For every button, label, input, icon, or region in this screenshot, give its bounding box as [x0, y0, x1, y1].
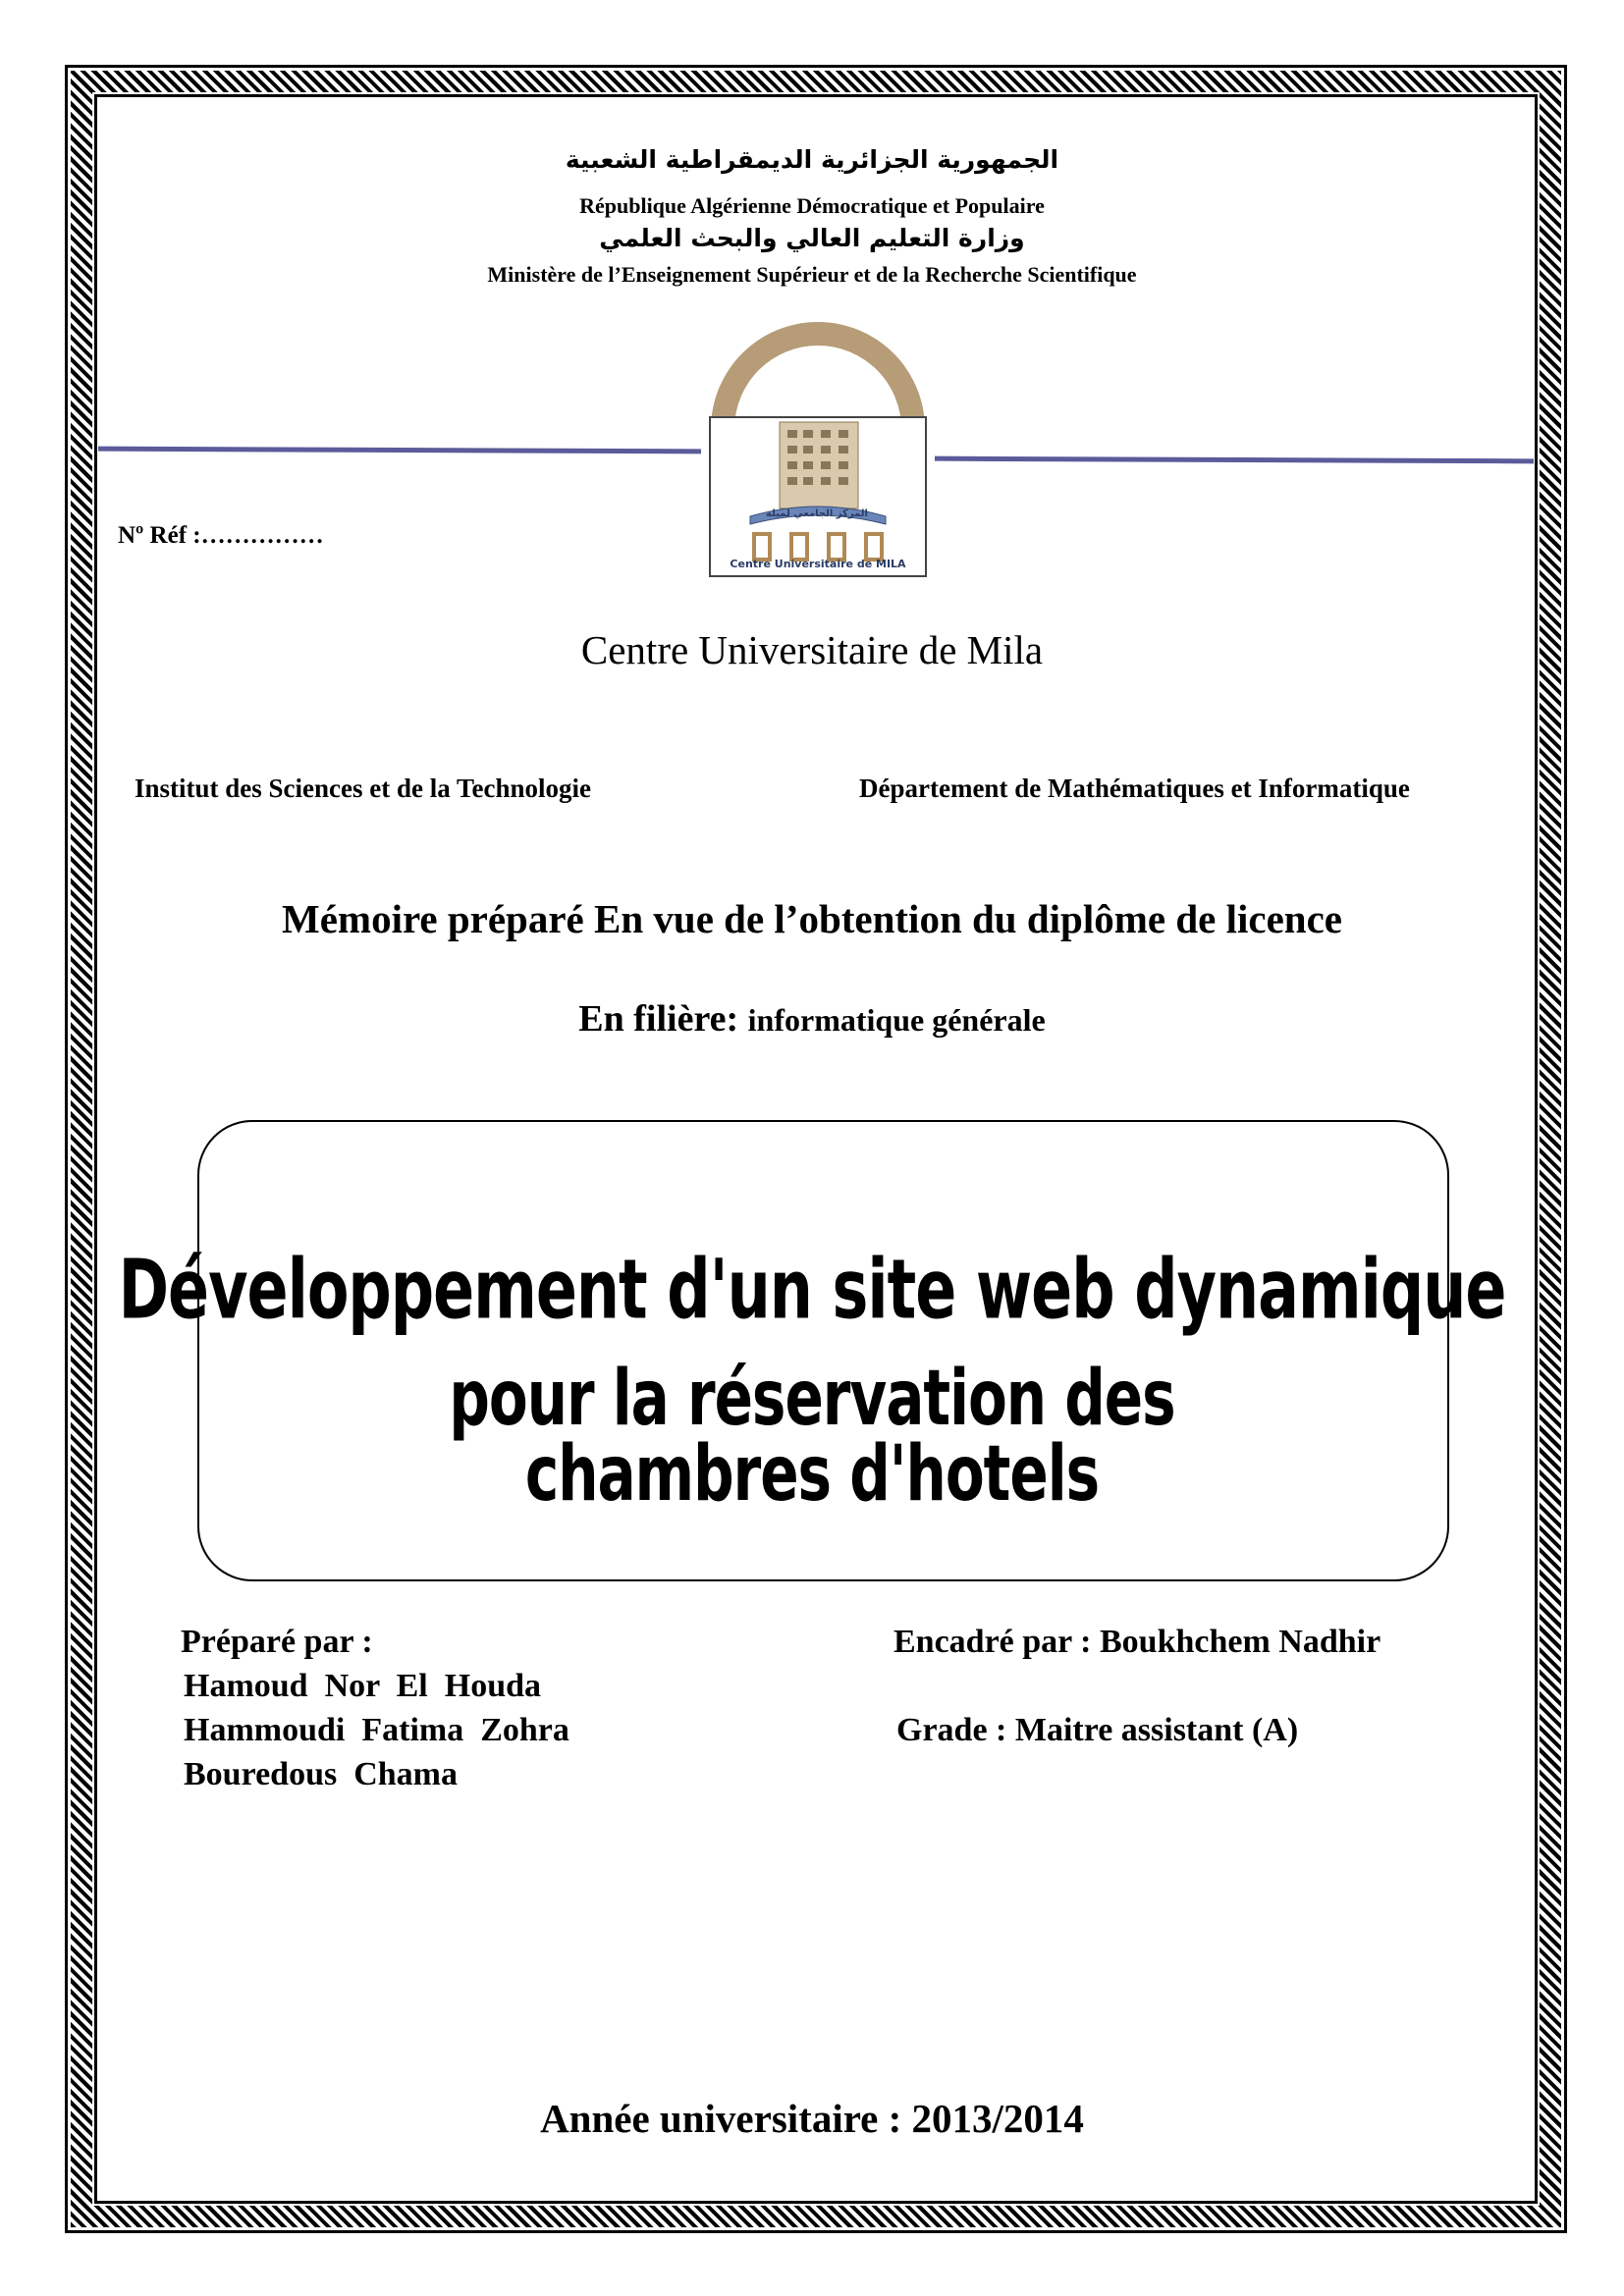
- reference-number: Nº Réf :……………: [118, 522, 324, 549]
- filiere-line: [0, 997, 1624, 1041]
- university-name: Centre Universitaire de Mila: [580, 627, 1044, 672]
- university-logo: [709, 416, 927, 577]
- supervisor-line: Encadré par : Boukhchem Nadhir: [893, 1624, 1381, 1660]
- ministry-heading: Ministère de l’Enseignement Supérieur et de la Recherche Scientifique: [487, 262, 1137, 287]
- institute-name: Institut des Sciences et de la Technologie: [135, 774, 592, 803]
- academic-year: Année universitaire : 2013/2014: [540, 2096, 1084, 2141]
- supervisor-grade: Grade : Maitre assistant (A): [896, 1712, 1299, 1748]
- republic-heading: République Algérienne Démocratique et Populaire: [579, 193, 1045, 218]
- filiere-label: En filière:: [578, 998, 739, 1040]
- department-name: Département de Mathématiques et Informatique: [859, 774, 1410, 803]
- logo-caption: Centre Universitaire de MILA: [730, 558, 906, 570]
- logo-arabic-caption: المركز الجامعي لميلة: [766, 508, 868, 519]
- author-1: Hamoud Nor El Houda: [184, 1668, 542, 1704]
- prepared-label: Préparé par :: [181, 1624, 373, 1660]
- title-line-3: chambres d'hotels: [524, 1428, 1100, 1519]
- arabic-ministry-heading: وزارة التعليم العالي والبحث العلمي: [599, 224, 1025, 252]
- arabic-republic-heading: الجمهورية الجزائرية الديمقراطية الشعبية: [565, 145, 1059, 174]
- memoire-statement: Mémoire préparé En vue de l’obtention du diplôme de licence: [282, 896, 1342, 941]
- author-2: Hammoudi Fatima Zohra: [184, 1712, 569, 1748]
- filiere-value: informatique générale: [747, 1002, 1046, 1038]
- title-line-2: pour la réservation des: [449, 1353, 1175, 1443]
- title-line-1: Développement d'un site web dynamique: [118, 1241, 1506, 1338]
- logo-building-icon: [711, 418, 925, 575]
- author-3: Bouredous Chama: [184, 1756, 458, 1792]
